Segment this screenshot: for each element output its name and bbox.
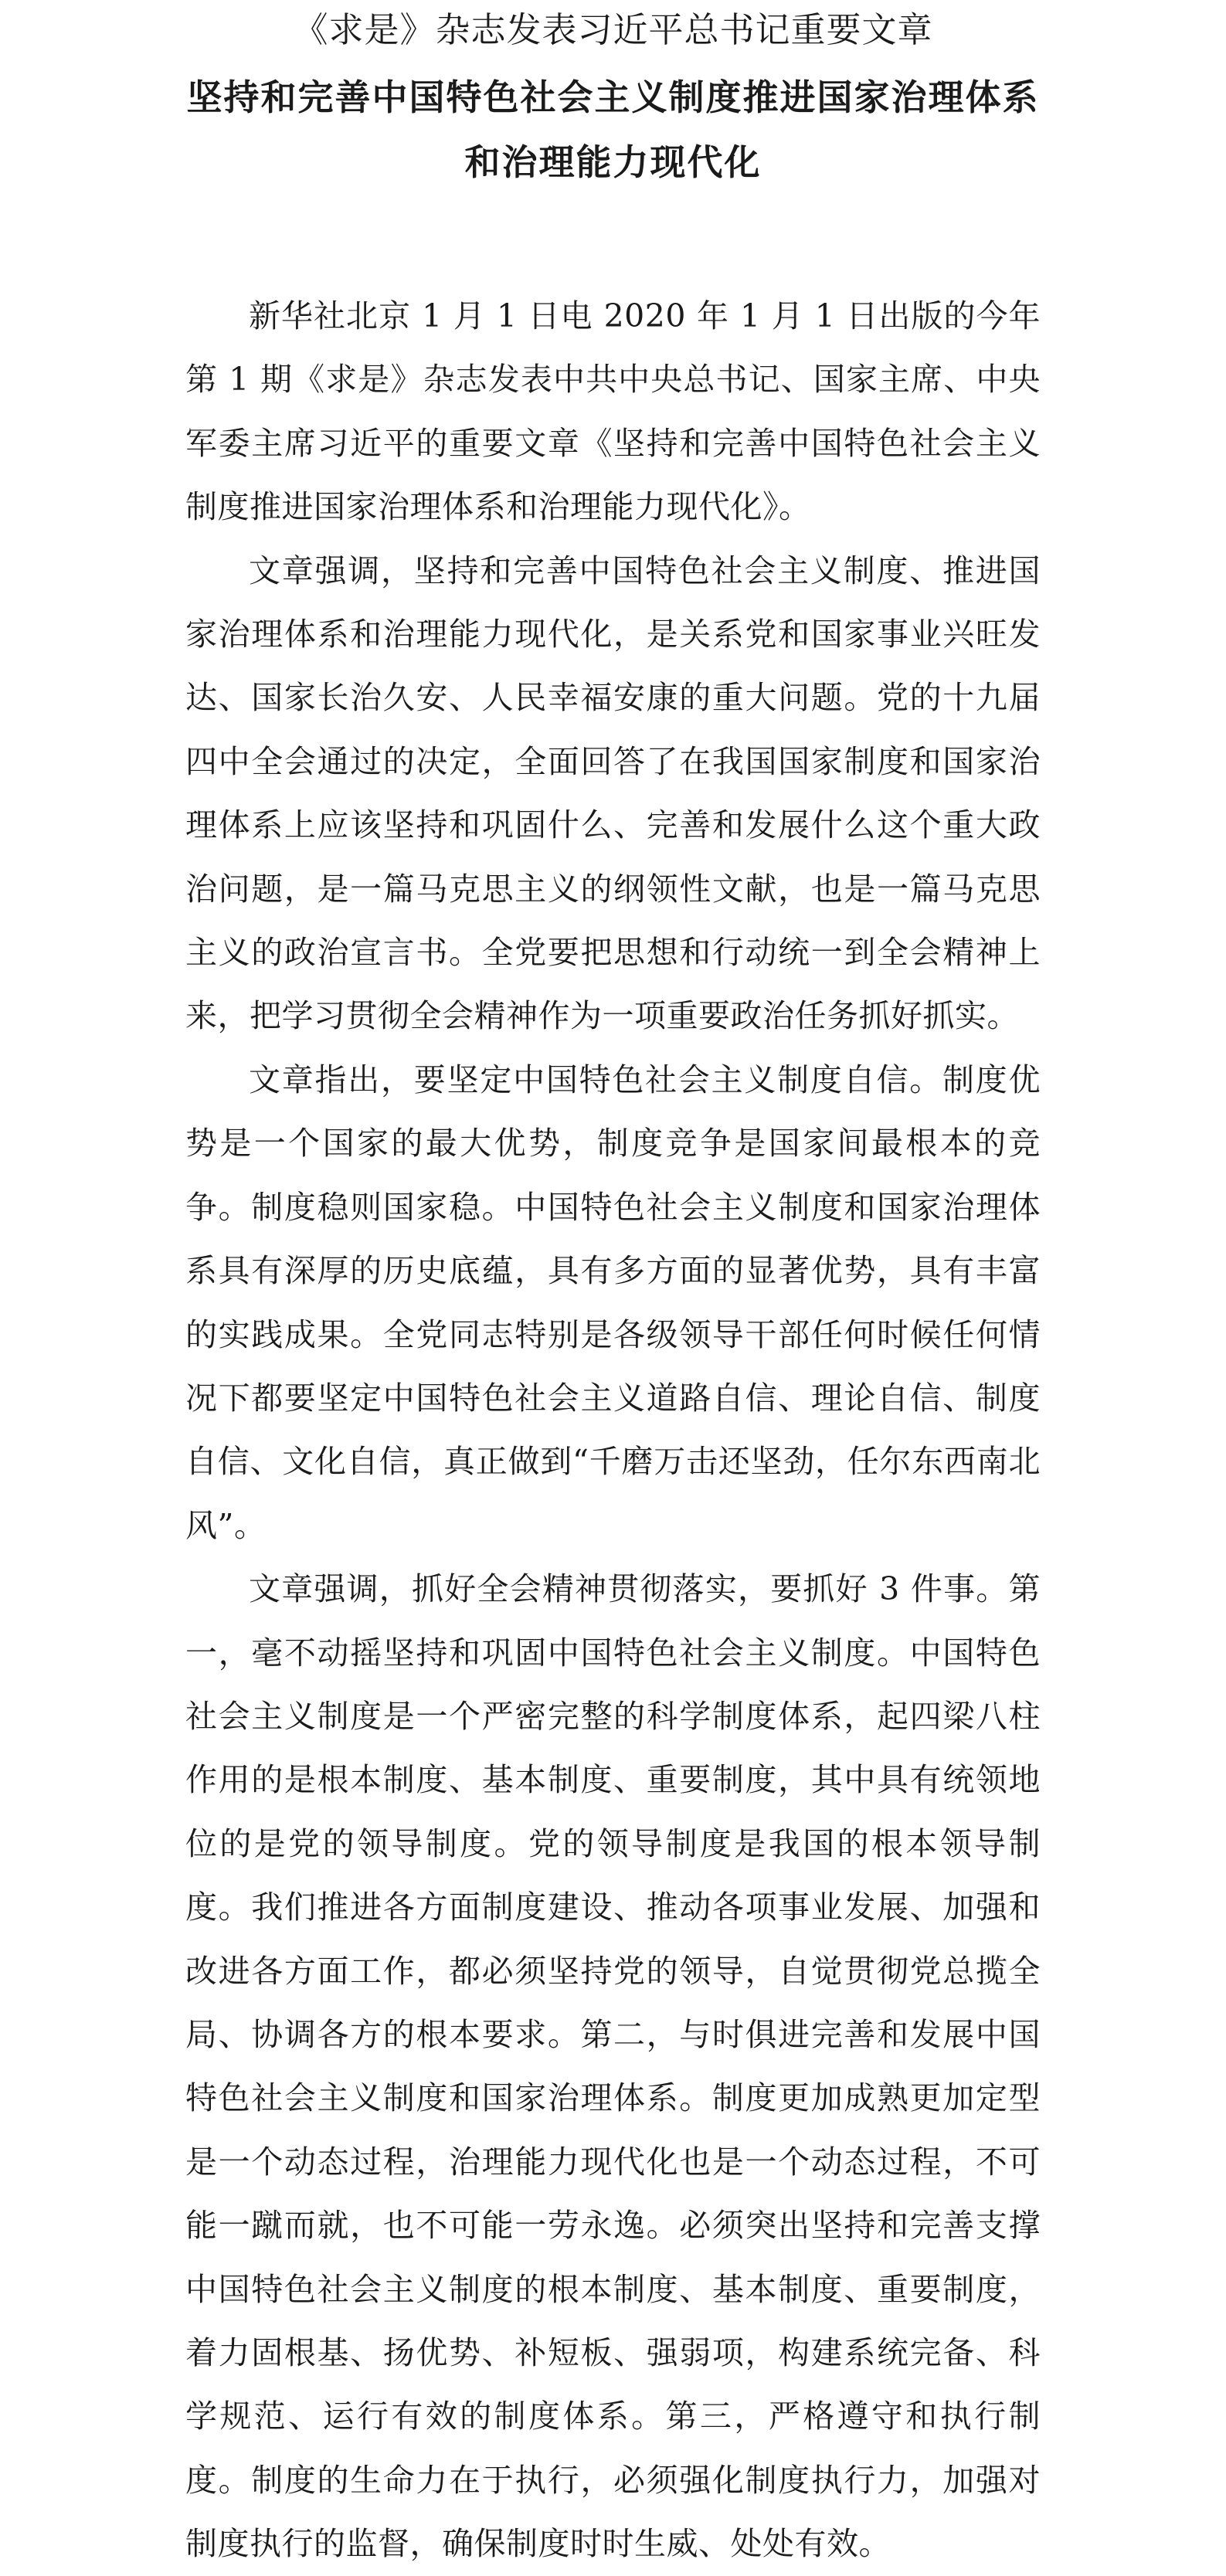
article-headline	[185, 65, 1041, 195]
article-kicker: 《求是》杂志发表习近平总书记重要文章	[293, 9, 933, 50]
headline-line-1: 坚持和完善中国特色社会主义制度推进国家治理体系	[186, 76, 1040, 118]
headline-line-2: 和治理能力现代化	[464, 141, 762, 183]
article-body	[185, 284, 1041, 2576]
paragraph-significance: 文章强调，坚持和完善中国特色社会主义制度、推进国家治理体系和治理能力现代化，是关系党和国家事业兴旺发达、国家长治久安、人民幸福安康的重大问题。党的十九届四中全会通过的决定，全面回答了在我国国家制度和国家治理体系上应该坚持和巩固什么、完善和发展什么这个重大政治问题，是一篇马克思主义的纲领性文献，也是一篇马克思主义的政治宣言书。全党要把思想和行动统一到全会精神上来，把学习贯彻全会精神作为一项重要政治任务抓好抓实。	[185, 552, 1041, 1035]
paragraph-confidence: 文章指出，要坚定中国特色社会主义制度自信。制度优势是一个国家的最大优势，制度竞争是国家间最根本的竞争。制度稳则国家稳。中国特色社会主义制度和国家治理体系具有深厚的历史底蕴，具有多方面的显著优势，具有丰富的实践成果。全党同志特别是各级领导干部任何时候任何情况下都要坚定中国特色社会主义道路自信、理论自信、制度自信、文化自信，真正做到“千磨万击还坚劲，任尔东西南北风”。	[185, 1061, 1041, 1544]
paragraph-three-tasks: 文章强调，抓好全会精神贯彻落实，要抓好 3 件事。第一，毫不动摇坚持和巩固中国特色社会主义制度。中国特色社会主义制度是一个严密完整的科学制度体系，起四梁八柱作用的是根本制度、基本制度、重要制度，其中具有统领地位的是党的领导制度。党的领导制度是我国的根本领导制度。我们推进各方面制度建设、推动各项事业发展、加强和改进各方面工作，都必须坚持党的领导，自觉贯彻党总揽全局、协调各方的根本要求。第二，与时俱进完善和发展中国特色社会主义制度和国家治理体系。制度更加成熟更加定型是一个动态过程，治理能力现代化也是一个动态过程，不可能一蹴而就，也不可能一劳永逸。必须突出坚持和完善支撑中国特色社会主义制度的根本制度、基本制度、重要制度，着力固根基、扬优势、补短板、强弱项，构建系统完备、科学规范、运行有效的制度体系。第三，严格遵守和执行制度。制度的生命力在于执行，必须强化制度执行力，加强对制度执行的监督，确保制度时时生威、处处有效。	[185, 1570, 1041, 2563]
paragraph-dateline: 新华社北京 1 月 1 日电 2020 年 1 月 1 日出版的今年第 1 期《求是》杂志发表中共中央总书记、国家主席、中央军委主席习近平的重要文章《坚持和完善中国特色社会主义制度推进国家治理体系和治理能力现代化》。	[185, 297, 1041, 526]
